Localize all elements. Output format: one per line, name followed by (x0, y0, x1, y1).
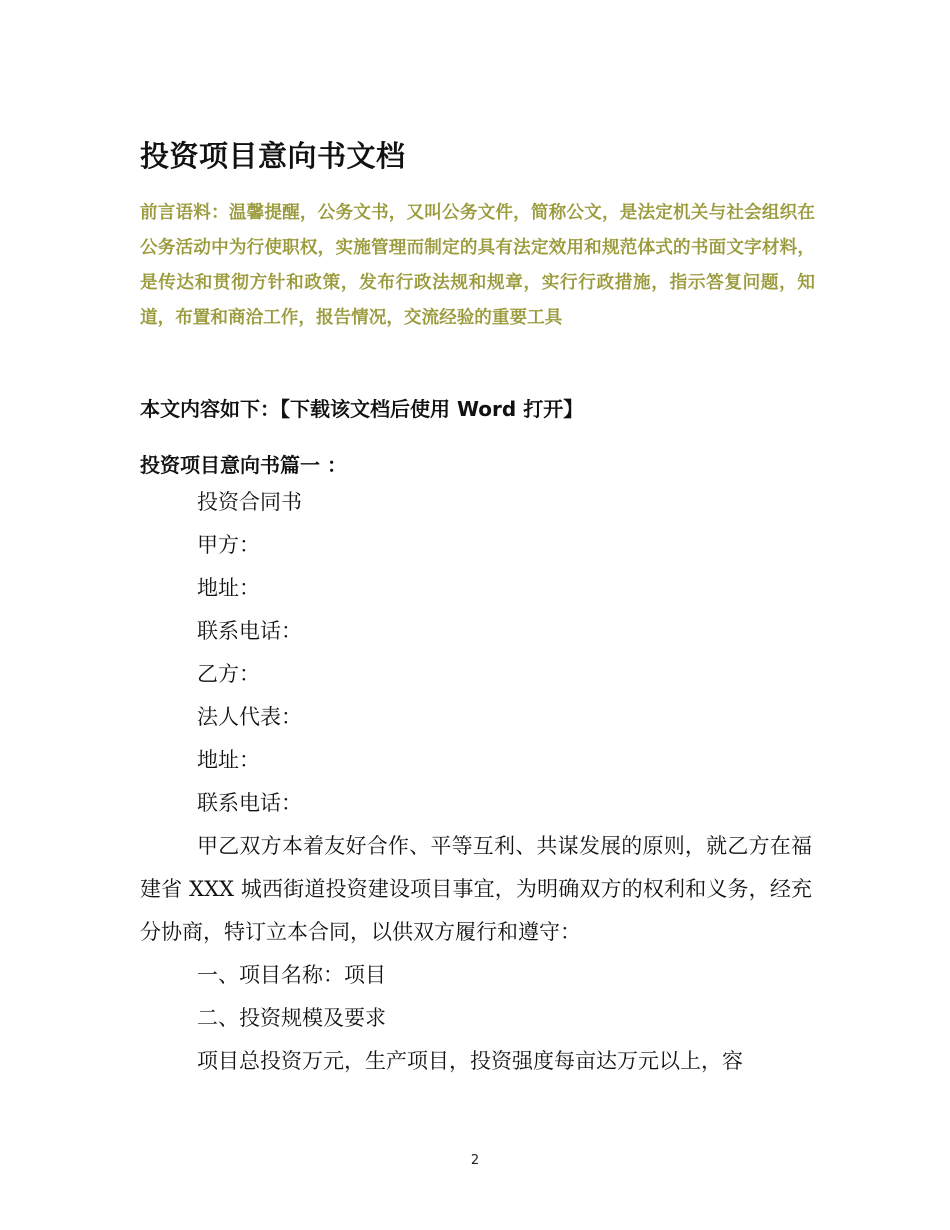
agreement-paragraph: 甲乙双方本着友好合作、平等互利、共谋发展的原则，就乙方在福建省 XXX 城西街道投资建设项目事宜，为明确双方的权利和义务，经充分协商，特订立本合同，以供双方履行和遵守： (140, 834, 812, 944)
clause-investment-scale: 二、投资规模及要求 (197, 1006, 386, 1030)
download-notice: 本文内容如下：【下载该文档后使用 Word 打开】 (140, 397, 584, 421)
investment-paragraph: 项目总投资万元，生产项目，投资强度每亩达万元以上，容 (197, 1049, 743, 1073)
preface-note: 前言语料：温馨提醒，公务文书，又叫公务文件，简称公文，是法定机关与社会组织在公务活动中为行使职权，实施管理而制定的具有法定效用和规范体式的书面文字材料，是传达和贯彻方针和政策，发布行政法规和规章，实行行政措施，指示答复问题，知道，布置和商洽工作，报告情况，交流经验的重要工具 (140, 203, 815, 328)
contract-title: 投资合同书 (197, 490, 302, 514)
legal-representative-label: 法人代表： (197, 705, 302, 729)
party-b-address-label: 地址： (197, 748, 260, 772)
document-title: 投资项目意向书文档 (140, 139, 406, 173)
contract-body (140, 481, 812, 1083)
party-b-label: 乙方： (197, 662, 260, 686)
party-b-phone-label: 联系电话： (197, 791, 302, 815)
party-a-address-label: 地址： (197, 576, 260, 600)
party-a-label: 甲方： (197, 533, 260, 557)
page-number: 2 (470, 1153, 480, 1168)
section-heading: 投资项目意向书篇一 ： (140, 453, 347, 477)
party-a-phone-label: 联系电话： (197, 619, 302, 643)
clause-project-name: 一、项目名称：项目 (197, 963, 386, 987)
